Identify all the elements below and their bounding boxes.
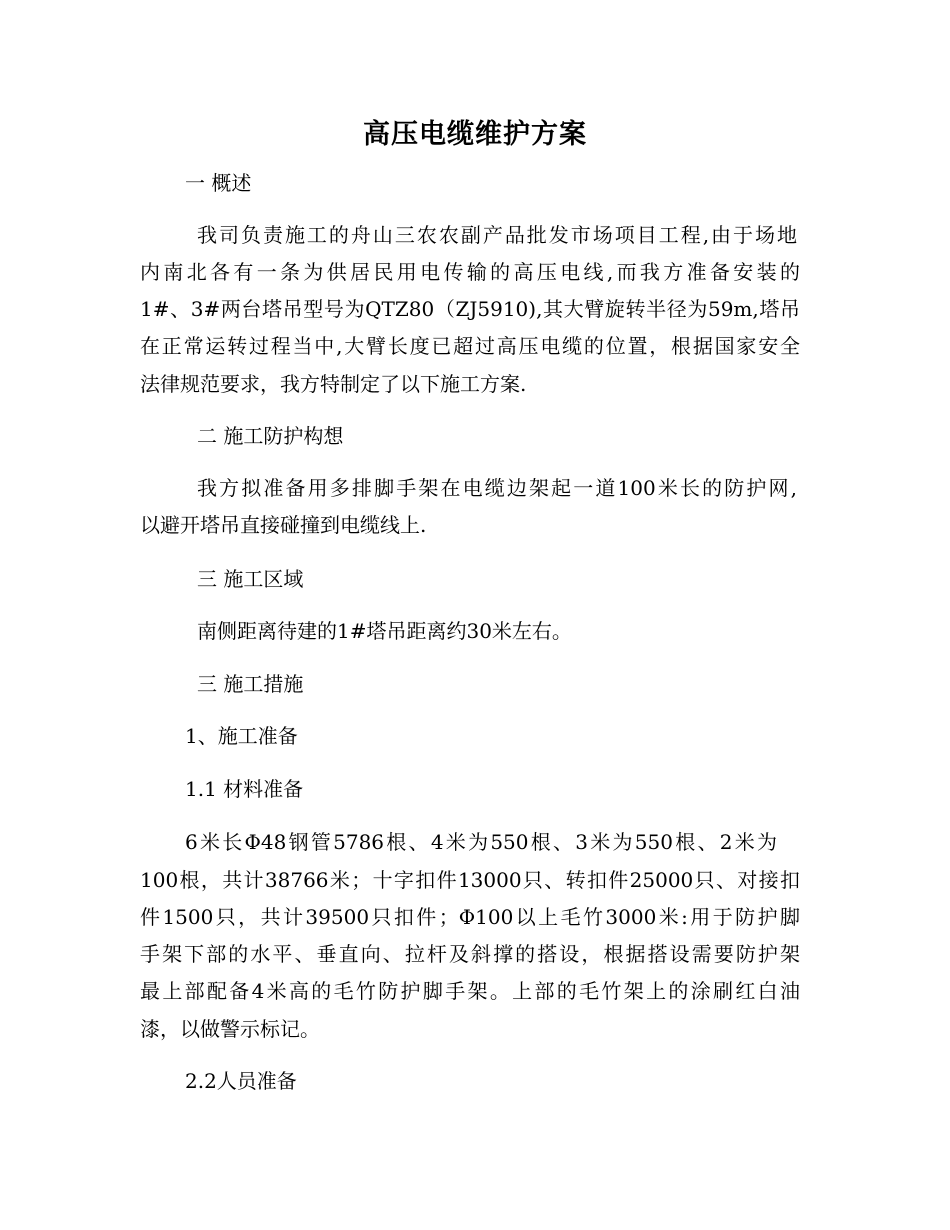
paragraph-line: 我司负责施工的舟山三农农副产品批发市场项目工程,由于场地 — [197, 223, 797, 247]
section-heading-overview: 一 概述 — [185, 171, 252, 195]
paragraph-line: 南侧距离待建的1#塔吊距离约30米左右。 — [197, 619, 572, 643]
subsection-heading-material: 1.1 材料准备 — [185, 777, 304, 801]
paragraph-line: 1#、3#两台塔吊型号为QTZ80（ZJ5910),其大臂旋转半径为59m,塔吊 — [140, 297, 800, 321]
section-heading-measures: 三 施工措施 — [197, 672, 304, 696]
paragraph-line: 在正常运转过程当中,大臂长度已超过高压电缆的位置，根据国家安全 — [140, 334, 800, 358]
paragraph-line: 件1500只，共计39500只扣件；Φ100以上毛竹3000米:用于防护脚 — [140, 905, 800, 929]
paragraph-line: 内南北各有一条为供居民用电传输的高压电线,而我方准备安装的 — [140, 260, 800, 284]
subsection-heading-prep: 1、施工准备 — [185, 724, 298, 748]
paragraph-line: 手架下部的水平、垂直向、拉杆及斜撑的搭设，根据搭设需要防护架 — [140, 942, 800, 966]
paragraph-line: 6米长Φ48钢管5786根、4米为550根、3米为550根、2米为 — [185, 830, 777, 854]
document-title: 高压电缆维护方案 — [363, 119, 587, 150]
paragraph-line: 漆，以做警示标记。 — [140, 1017, 320, 1041]
paragraph-line: 100根，共计38766米；十字扣件13000只、转扣件25000只、对接扣 — [140, 868, 800, 892]
section-heading-concept: 二 施工防护构想 — [197, 424, 344, 448]
subsection-heading-personnel: 2.2人员准备 — [185, 1069, 297, 1093]
paragraph-line: 以避开塔吊直接碰撞到电缆线上. — [140, 513, 427, 537]
paragraph-line: 我方拟准备用多排脚手架在电缆边架起一道100米长的防护网, — [197, 476, 797, 500]
section-heading-area: 三 施工区域 — [197, 567, 304, 591]
paragraph-line: 最上部配备4米高的毛竹防护脚手架。上部的毛竹架上的涂刷红白油 — [140, 979, 800, 1003]
paragraph-line: 法律规范要求，我方特制定了以下施工方案. — [140, 372, 527, 396]
